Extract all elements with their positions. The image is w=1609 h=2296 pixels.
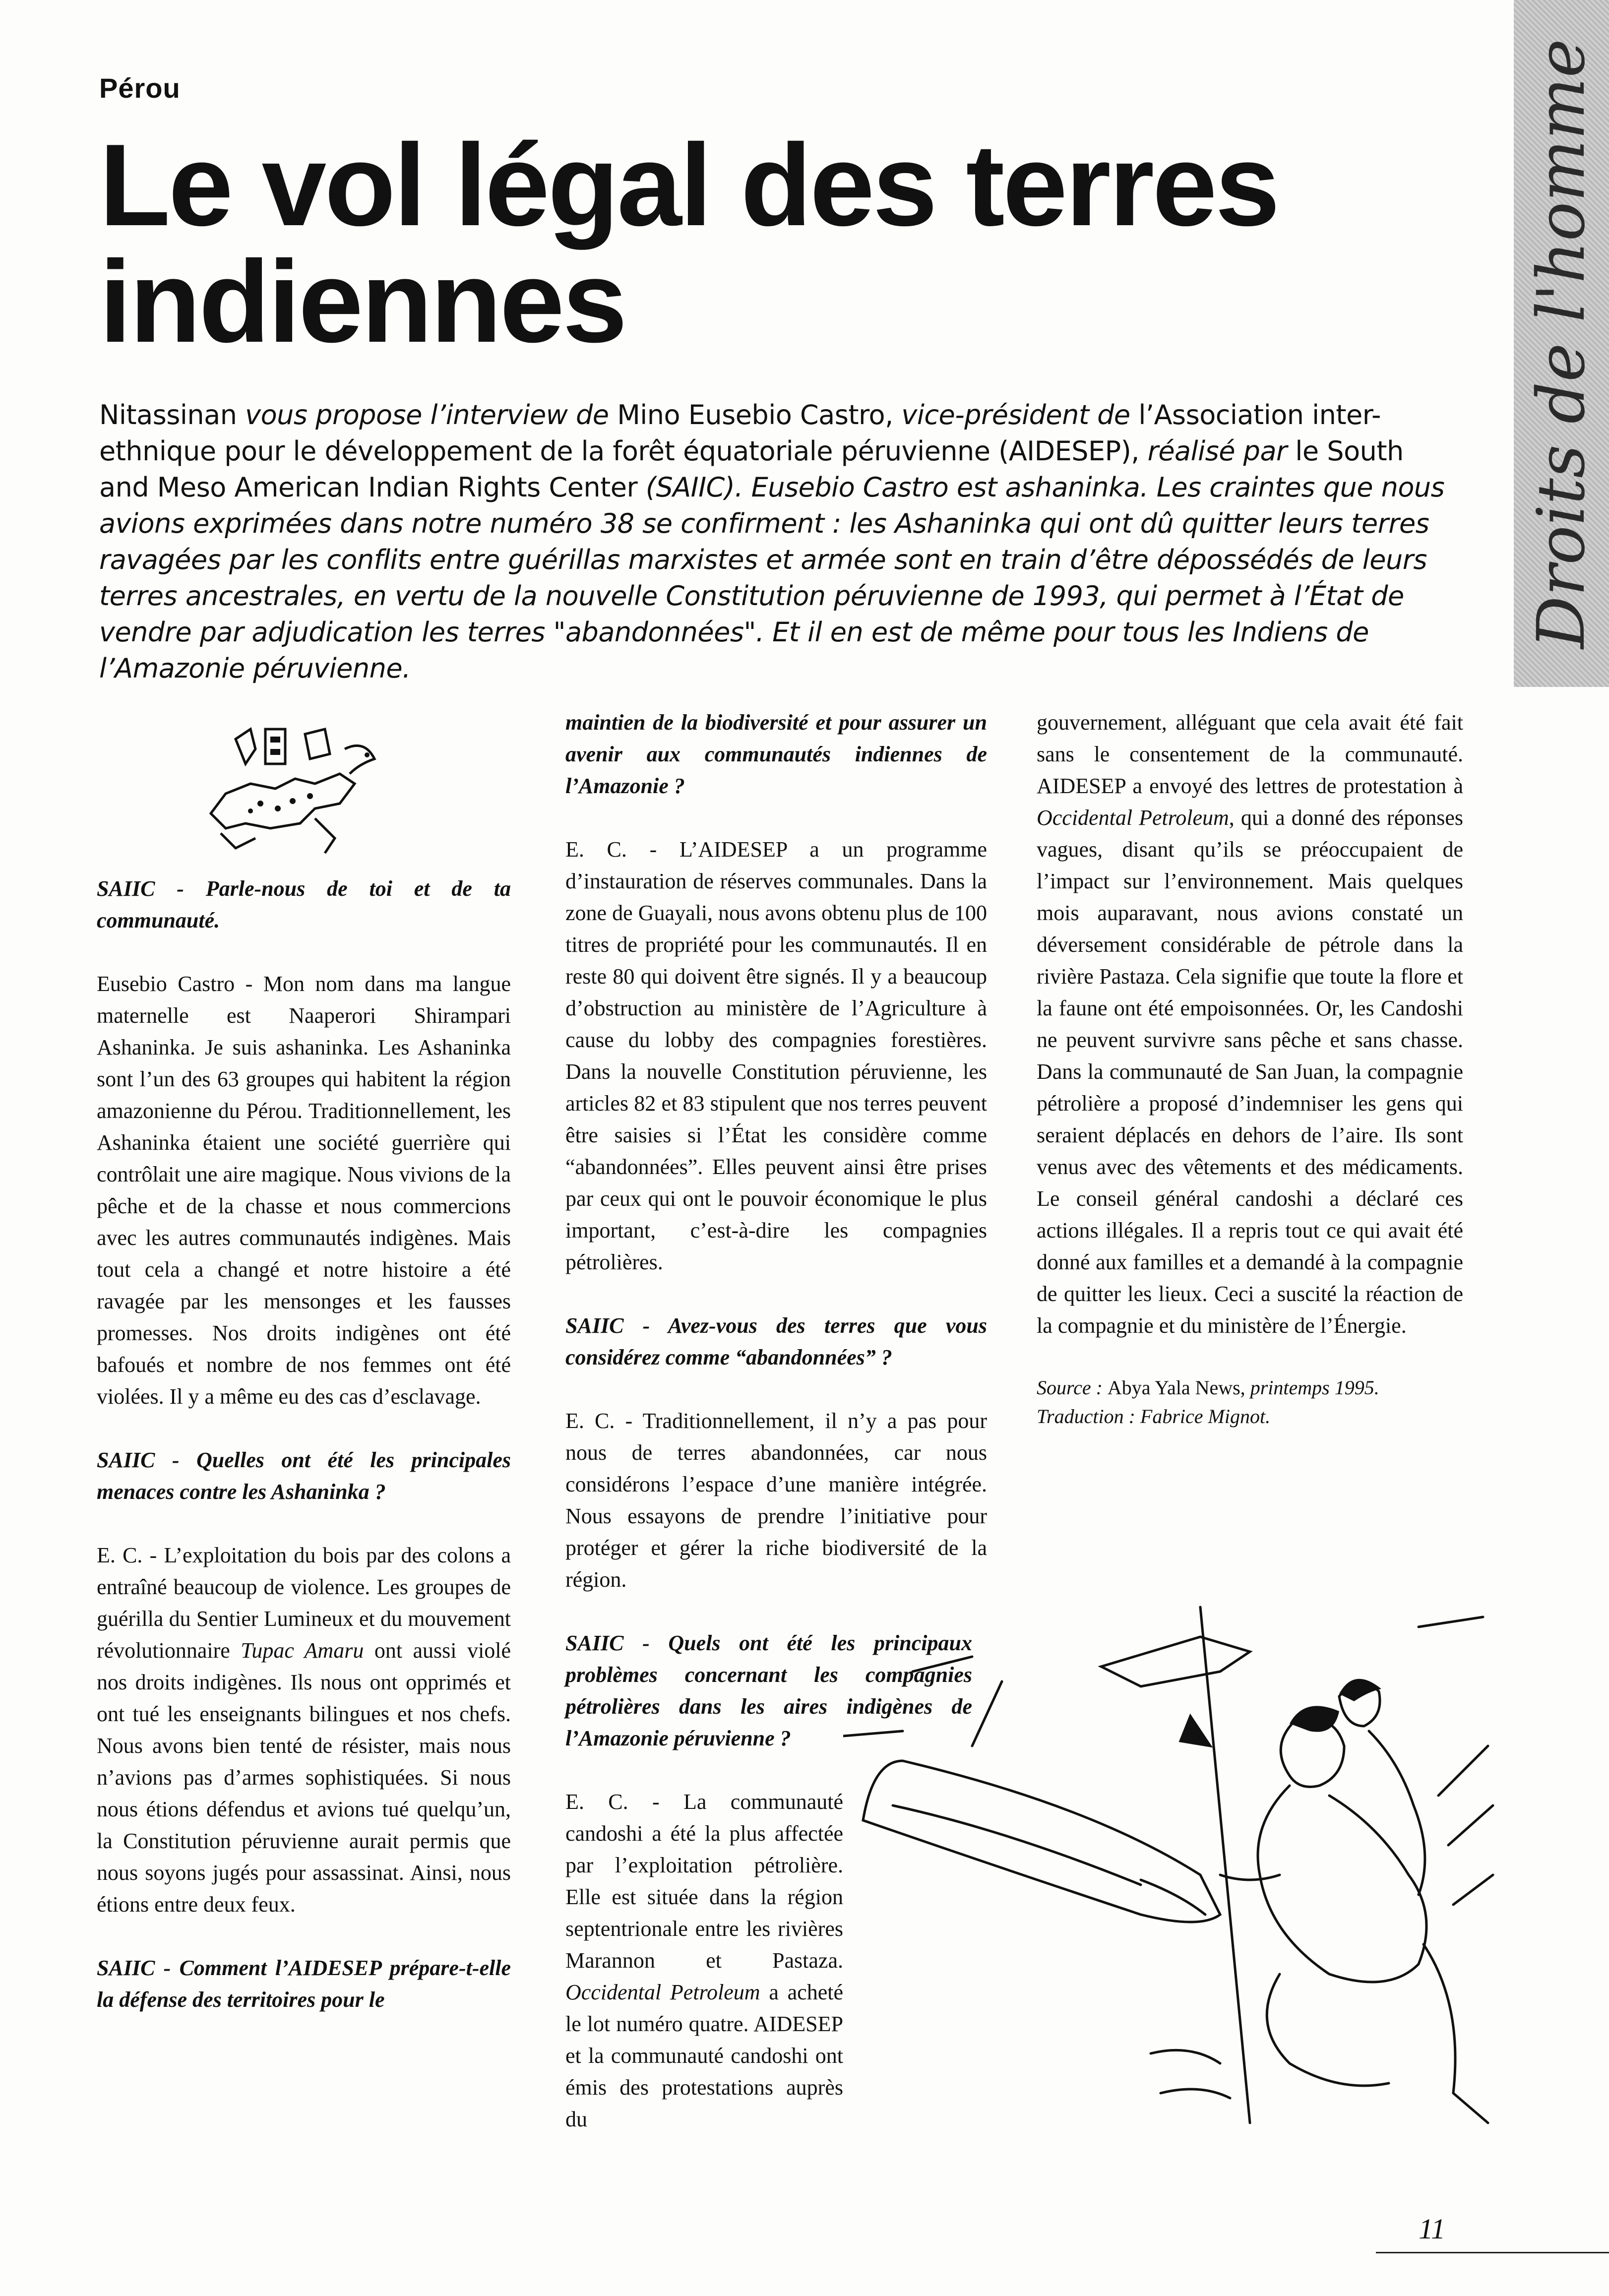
article-column-1 [97,709,511,2048]
intro-run: le South and Meso American Indian Rights Center [99,435,1404,503]
section-kicker: Pérou [99,72,181,104]
interview-answer: Eusebio Castro - Mon nom dans ma langue maternelle est Naaperori Shirampari Ashaninka. Je suis ashaninka. Les Ashaninka sont l’un des 63 groupes qui habitent la région amazonienne du Pérou. Traditionnellement, les Ashaninka étaient une société guerrière qui contrôlait une aire magique. Nous vivions de la pêche et de la chasse et nous commercions avec les autres communautés indigènes. Mais tout cela a changé et notre histoire a été ravagée par les mensonges et les fausses promesses. Nos droits indigènes ont été bafoués et nombre de nos femmes ont été violées. Il y a même eu des cas d’esclavage. [97,972,511,1409]
interview-question: maintien de la biodiversité et pour assurer un avenir aux communautés indiennes de l’Amazonie ? [565,710,987,798]
answer-text: a acheté le lot numéro quatre. AIDESEP et la communauté candoshi ont émis des protestations auprès du [565,1980,843,2131]
answer-italic: Tupac Amaru [241,1638,364,1663]
interview-question: SAIIC - Comment l’AIDESEP prépare-t-elle la défense des territoires pour le [97,1956,511,2012]
interview-question: SAIIC - Quelles ont été les principales menaces contre les Ashaninka ? [97,1448,511,1504]
article-title: Le vol légal des terres indiennes [99,120,1278,367]
side-tab-label: Droits de l'homme [1523,38,1600,649]
interview-answer [565,1786,843,2135]
interview-question: SAIIC - Avez-vous des terres que vous considérez comme “abandonnées” ? [565,1313,987,1369]
canoe-illustration [843,1597,1498,2143]
intro-run: vous propose l’interview de [237,399,618,431]
source-credit [1037,1373,1463,1431]
illustration-spacer [97,709,511,873]
footer-rule [1376,2252,1609,2253]
answer-text: , qui a donné des réponses vagues, disant qu’ils se préoccupaient de l’impact sur l’environnement. Mais quelques mois auparavant, nous avions constaté un déversement considérable de pétrole dans la rivière Pastaza. Cela signifie que toute la flore et la faune ont été empoisonnées. Or, les Candoshi ne peuvent survivre sans pêche et sans chasse. Dans la communauté de San Juan, la compagnie pétrolière a proposé d’indemniser les gens qui seraient déplacés en dehors de l’aire. Ils sont venus avec des vêtements et des médicaments. Le conseil général candoshi a déclaré ces actions illégales. Il a repris tout ce qui avait été donné aux familles et a demandé à la compagnie de quitter les lieux. Ceci a suscité la réaction de la compagnie et du ministère de l’Énergie. [1037,806,1463,1338]
answer-italic: Occidental Petroleum [565,1980,760,2004]
article-column-3 [1037,707,1463,1463]
interview-answer [1037,707,1463,1342]
answer-text: E. C. - La communauté candoshi a été la plus affectée par l’exploitation pétrolière. Elle est située dans la région septentrionale entre les rivières Marannon et Pastaza. [565,1790,843,1973]
answer-text: E. C. - L’exploitation du bois par des colons a entraîné beaucoup de violence. Les groupes de guérilla du Sentier Lumineux et du mouvement révolutionnaire [97,1543,511,1663]
source-label: Source : [1037,1376,1108,1399]
answer-text: gouvernement, alléguant que cela avait été fait sans le consentement de la communauté. AIDESEP a envoyé des lettres de protestation à [1037,710,1463,798]
source-date: printemps 1995. [1250,1376,1379,1399]
intro-run: réalisé par [1139,435,1296,467]
interview-question: SAIIC - Quels ont été les principaux problèmes concernant les compagnies pétrolières dans les aires indigènes de l’Amazonie péruvienne ? [565,1631,972,1750]
page-number: 11 [1419,2213,1445,2245]
intro-run: vice-président de [893,399,1139,431]
intro-run: Mino Eusebio Castro, [617,399,893,431]
interview-answer: E. C. - Traditionnellement, il n’y a pas pour nous de terres abandonnées, car nous considérons l’espace d’une manière intégrée. Nous essayons de prendre l’initiative pour protéger et gérer la riche biodiversité de la région. [565,1409,987,1592]
intro-paragraph [99,397,1448,686]
translation-credit: Traduction : Fabrice Mignot. [1037,1405,1271,1427]
interview-question: SAIIC - Parle-nous de toi et de ta communauté. [97,876,511,932]
interview-answer [97,1540,511,1921]
intro-run: (SAIIC). Eusebio Castro est ashaninka. Les craintes que nous avions exprimées dans notre numéro 38 se confirment : les Ashaninka qui ont dû quitter leurs terres ravagées par les conflits entre guérillas marxistes et armée sont en train d’être dépossédés de leurs terres ancestrales, en vertu de la nouvelle Constitution péruvienne de 1993, qui permet à l’État de vendre par adjudication les terres "abandonnées". Et il en est de même pour tous les Indiens de l’Amazonie péruvienne. [99,472,1445,684]
intro-run: Nitassinan [99,399,237,431]
answer-italic: Occidental Petroleum [1037,806,1229,830]
answer-text: ont aussi violé nos droits indigènes. Ils nous ont opprimés et ont tué les enseignants bilingues et nos chefs. Nous avons bien tenté de résister, mais nous n’avions pas d’armes sophistiquées. Si nous nous étions défendus et avions tué quelqu’un, la Constitution péruvienne aurait permis que nous soyons jugés pour assassinat. Ainsi, nous étions entre deux feux. [97,1638,511,1917]
intro-run: l’Association inter-ethnique pour le développement de la forêt équatoriale péruvienne (AIDESEP), [99,399,1381,467]
interview-answer: E. C. - L’AIDESEP a un programme d’instauration de réserves communales. Dans la zone de Guayali, nous avons obtenu plus de 100 titres de propriété pour les communautés. Il en reste 80 qui doivent être signés. Il y a beaucoup d’obstruction au ministère de l’Agriculture à cause du lobby des compagnies forestières. Dans la nouvelle Constitution péruvienne, les articles 82 et 83 stipulent que nos terres peuvent être saisies si l’État les considère comme “abandonnées”. Elles peuvent ainsi être prises par ceux qui ont le pouvoir économique le plus important, c’est-à-dire les compagnies pétrolières. [565,837,987,1274]
section-side-tab [1514,0,1609,687]
source-value: Abya Yala News, [1107,1376,1250,1399]
